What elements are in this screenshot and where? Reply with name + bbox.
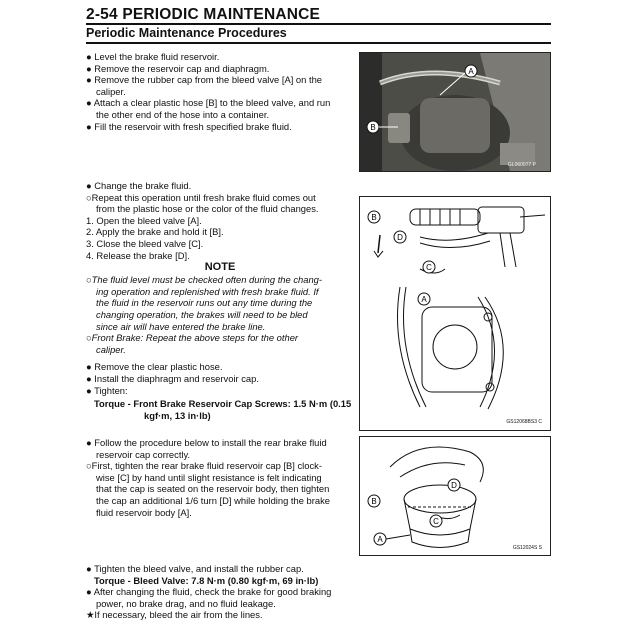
figure-code: GS12024S S — [512, 545, 542, 551]
text-line: power, no brake drag, and no fluid leakage. — [96, 597, 276, 609]
callout-label: B — [370, 123, 376, 132]
torque-spec: Torque - Front Brake Reservoir Cap Screws: 1.5 N·m (0.15 — [94, 398, 352, 410]
text-line: ● Level the brake fluid reservoir. — [86, 51, 220, 62]
callout-label: C — [426, 263, 432, 272]
reservoir-cap-art — [360, 437, 550, 555]
text-line: 1. Open the bleed valve [A]. — [86, 214, 202, 226]
text-line: 4. Release the brake [D]. — [86, 249, 190, 261]
text-line: ○First, tighten the rear brake fluid reservoir cap [B] clock- — [86, 460, 322, 472]
torque-spec: Torque - Bleed Valve: 7.8 N·m (0.80 kgf·m, 69 in·lb) — [94, 574, 319, 586]
text-line: 2. Apply the brake and hold it [B]. — [86, 226, 224, 238]
text-line: ● Change the brake fluid. — [86, 180, 192, 191]
text-line: wise [C] by hand until slight resistance is felt indicating — [96, 471, 322, 483]
text-line: 3. Close the bleed valve [C]. — [86, 237, 204, 249]
caliper-photo — [359, 52, 551, 172]
text-block-5 — [86, 563, 354, 621]
section-rule — [86, 42, 551, 44]
text-line: fluid reservoir body [A]. — [96, 506, 192, 518]
bleed-diagram — [359, 196, 551, 431]
callout-label: D — [451, 481, 457, 490]
text-line: ● Remove the reservoir cap and diaphragm. — [86, 62, 270, 74]
note-line: ○The fluid level must be checked often during the chang- — [86, 274, 323, 286]
page-title: 2-54 PERIODIC MAINTENANCE — [86, 6, 321, 23]
text-line: ★If necessary, bleed the air from the lines. — [86, 609, 263, 621]
text-line: ● Fill the reservoir with fresh specified brake fluid. — [86, 120, 292, 132]
text-line: ● Remove the clear plastic hose. — [86, 361, 223, 373]
note-line: caliper. — [96, 343, 126, 355]
text-line: ○Repeat this operation until fresh brake fluid comes out — [86, 191, 316, 203]
text-block-1 — [86, 51, 354, 132]
text-line: ● Tighten: — [86, 384, 128, 396]
callout-label: D — [397, 233, 403, 242]
callout-label: A — [377, 535, 383, 544]
note-line: since air will have entered the brake line. — [96, 320, 266, 332]
note-line: ing operation and replenished with fresh brake fluid. If — [96, 285, 319, 297]
reservoir-cap-figure — [359, 436, 551, 556]
header-rule — [86, 23, 551, 25]
text-line: from the plastic hose or the color of the fluid changes. — [96, 203, 319, 215]
callout-label: A — [421, 295, 427, 304]
text-line: that the cap is seated on the reservoir body, then tighten — [96, 483, 330, 495]
callout-label: C — [433, 517, 439, 526]
note-line: ○Front Brake: Repeat the above steps for the other — [86, 332, 299, 344]
text-line: ● Remove the rubber cap from the bleed valve [A] on the — [86, 74, 323, 86]
text-line: ● Attach a clear plastic hose [B] to the bleed valve, and run — [86, 97, 331, 109]
figure-code: GS12068BS3 C — [506, 419, 542, 425]
callout-label: B — [371, 497, 377, 506]
text-line: ● After changing the fluid, check the brake for good braking — [86, 586, 332, 598]
caliper-photo-art — [360, 53, 550, 171]
callout-label: A — [468, 67, 474, 76]
callout-label: B — [371, 213, 377, 222]
torque-spec: kgf·m, 13 in·lb) — [144, 409, 211, 421]
text-line: the other end of the hose into a container. — [96, 108, 270, 120]
text-line: reservoir cap correctly. — [96, 448, 191, 460]
note-title: NOTE — [204, 261, 236, 274]
text-line: the cap an additional 1/6 turn [D] while holding the brake — [96, 494, 331, 506]
text-line: ● Install the diaphragm and reservoir cap. — [86, 372, 259, 384]
text-line: ● Tighten the bleed valve, and install the rubber cap. — [86, 563, 304, 574]
text-block-4 — [86, 437, 354, 518]
section-title: Periodic Maintenance Procedures — [86, 26, 287, 40]
text-line: caliper. — [96, 85, 126, 97]
note-line: the fluid in the reservoir runs out any time during the — [96, 297, 313, 309]
text-block-2 — [86, 180, 354, 421]
note-line: changing operation, the brakes will need to be bled — [96, 308, 308, 320]
figure-code: GL060077 P — [507, 162, 536, 168]
text-line: ● Follow the procedure below to install the rear brake fluid — [86, 437, 327, 448]
bleed-diagram-art — [360, 197, 550, 430]
